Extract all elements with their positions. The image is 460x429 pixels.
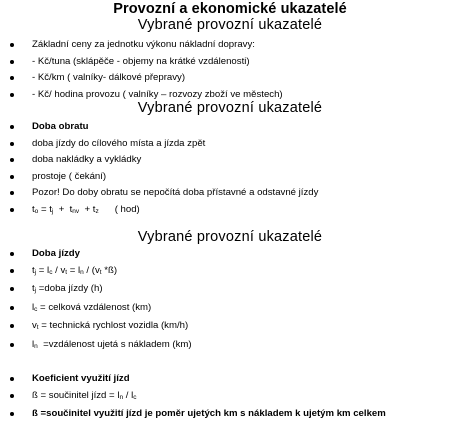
list-item-koeficient: Koeficient využití jízd — [8, 371, 386, 388]
definition-tj: $t_j$ =doba jízdy (h) — [8, 281, 192, 300]
list-item: doba nakládky a vykládky — [8, 152, 318, 169]
list-item: Pozor! Do doby obratu se nepočítá doba přístavné a odstavné jízdy — [8, 185, 318, 202]
definition-beta: ß =součinitel využití jízd je poměr ujetých km s nákladem k ujetým km celkem — [8, 406, 386, 423]
definition-vt: $v_t$ = technická rychlost vozidla (km/h) — [8, 318, 192, 337]
list-item: - Kč/km ( valníky- dálkové přepravy) — [8, 70, 283, 87]
list-item: - Kč/tuna (sklápěče - objemy na krátké vzdálenosti) — [8, 54, 283, 71]
section-2-list — [8, 119, 318, 220]
section-heading-1: Vybrané provozní ukazatelé — [137, 17, 323, 33]
section-heading-2: Vybrané provozní ukazatelé — [137, 100, 323, 116]
definition-ln: $l_n$ =vzdálenost ujetá s nákladem (km) — [8, 337, 192, 356]
list-item: - Kč/ hodina provozu ( valníky – rozvozy zboží ve městech) — [8, 87, 283, 104]
page-title: Provozní a ekonomické ukazatelé — [113, 1, 347, 17]
list-item: prostoje ( čekání) — [8, 169, 318, 186]
list-item-doba-obratu: Doba obratu — [8, 119, 318, 136]
formula-doba-obratu: $t_o = t_j + t_{nv} + t_z$ ( hod) — [8, 202, 318, 221]
list-item: Základní ceny za jednotku výkonu nákladní dopravy: — [8, 37, 283, 54]
section-3-list — [8, 246, 192, 355]
section-4-list — [8, 371, 386, 423]
formula-tj: $t_j = l_c / v_t = l_n / (v_t$ *ß) — [8, 263, 192, 282]
formula-beta: ß = součinitel jízd = $l_n / l_c$ — [8, 388, 386, 407]
list-item: doba jízdy do cílového místa a jízda zpět — [8, 136, 318, 153]
section-heading-3: Vybrané provozní ukazatelé — [137, 229, 323, 245]
definition-lc: $l_c$ = celková vzdálenost (km) — [8, 300, 192, 319]
list-item-doba-jizdy: Doba jízdy — [8, 246, 192, 263]
section-1-list — [8, 37, 283, 103]
